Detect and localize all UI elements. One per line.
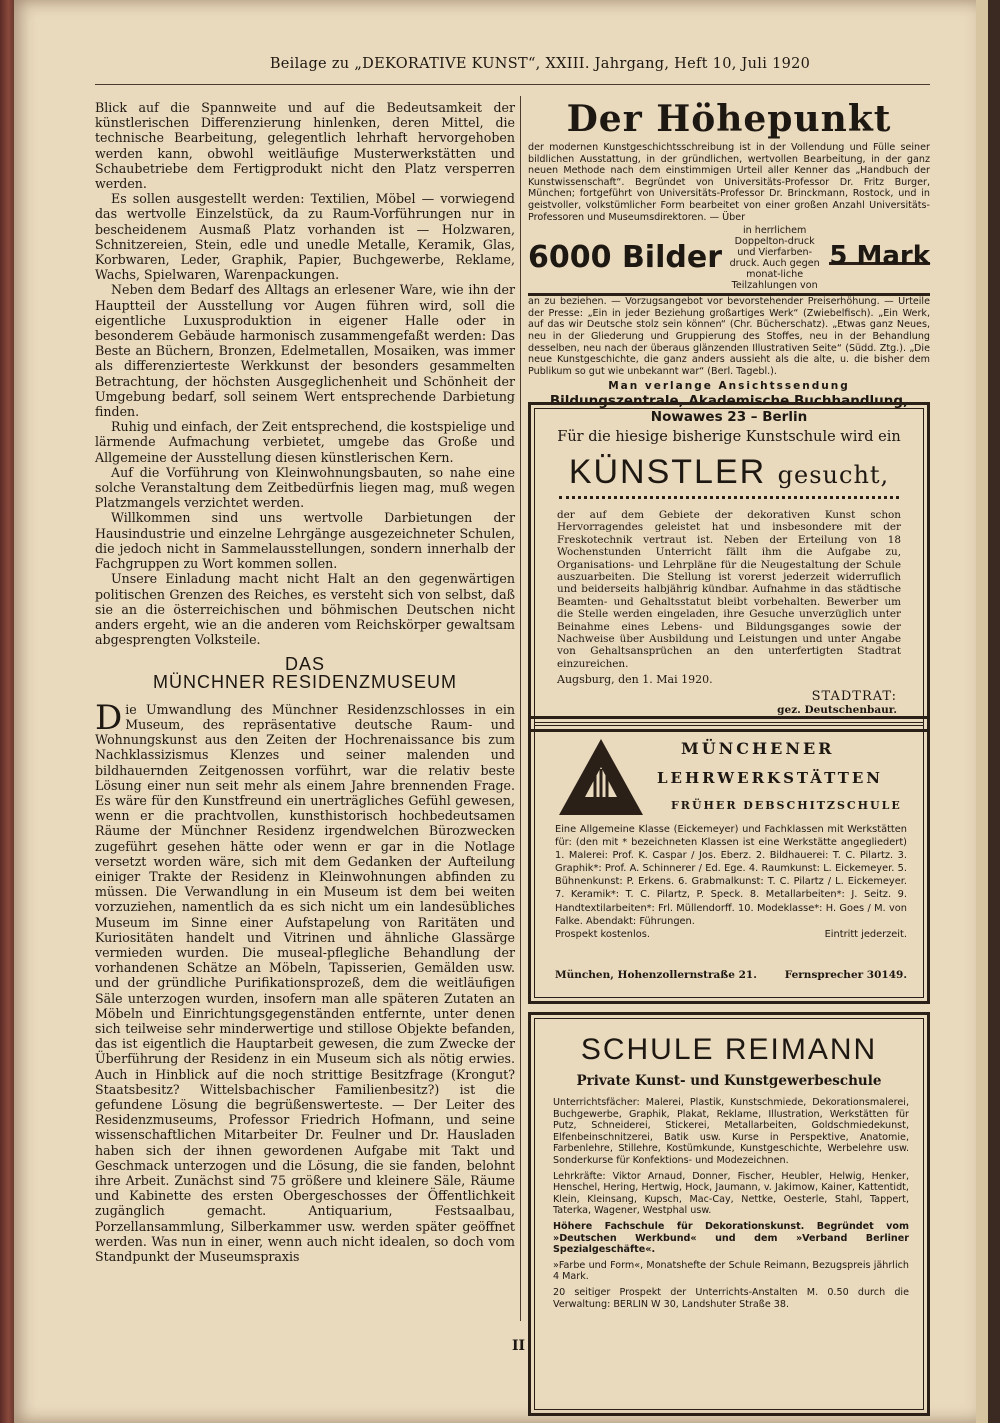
ad-body: der auf dem Gebiete der dekorativen Kunst schon Hervorragendes geleistet hat und insbesondere mit der Freskotechnik vertraut ist. Neben der Erteilung von 18 Wochenstunden Unterricht fällt ihm die Aufgabe zu, Organisations- und Lehrpläne für die Neugestaltung der Schule auszuarbeiten. Die Stellung ist vorerst jederzeit widerruflich und beiderseits halbjährig kündbar. Aufnahme in das städtische Beamten- und Gehaltsstatut bleibt vorbehalten. Bewerber um die Stelle werden eingeladen, ihre Gesuche unverzüglich unter Beinahme eines Lebens- und Bildungsganges sowie der Nachweise über Ausbildung und Leistungen und unter Angabe von Gehaltsansprüchen an den unterfertigten Stadtrat einzureichen.	[557, 509, 901, 670]
dotted-rule	[559, 496, 899, 499]
section-title: DAS	[284, 654, 325, 675]
ad-subtitle: Private Kunst- und Kunstgewerbeschule	[576, 1073, 882, 1089]
paragraph: Willkommen sind uns wertvolle Darbietungen der Hausindustrie und einzelne Lehrgänge ausgezeichneter Schulen, die jedoch nicht in Sammelausstellungen, sondern innerhalb der Fachgruppen zu Wort kommen sollen.	[95, 510, 515, 572]
drop-cap: D	[95, 697, 123, 738]
ad-signature-name: gez. Deutschenbaur.	[777, 704, 897, 717]
paragraph: Es sollen ausgestellt werden: Textilien, Möbel — vorwiegend das wertvolle Einzelstück, da zu Raum-Vorführungen nur in bescheidenem Ausmaß Platz vorhanden ist — Holzwaren, Schnitzereien, Stein, edle und unedle Metalle, Keramik, Glas, Korbwaren, Leder, Graphik, Papier, Buchgewerbe, Reklame, Wachs, Spielwaren, Warenpackungen.	[95, 191, 515, 283]
ad-body	[555, 823, 907, 941]
page-edge	[976, 0, 988, 1423]
book-binding	[0, 0, 14, 1423]
ad-title: Der Höhepunkt	[566, 98, 892, 140]
ad-paragraph: Unterrichtsfächer: Malerei, Plastik, Kunstschmiede, Dekorationsmalerei, Buchgewerbe, Graphik, Plakat, Reklame, Illustration, Werkstätten für Putz, Schneiderei, Stickerei, Metallarbeiten, Goldschmiedekunst, Elfenbeinschnitzerei, Batik usw. Kurse in Perspektive, Anatomie, Farbenlehre, Stillehre, Kostümkunde, Kunstgeschichte, Werbelehre usw. Sonderkurse für Konfektions- und Modezeichnen.	[553, 1097, 909, 1166]
ad-heading	[531, 453, 927, 492]
ad-paragraph: Höhere Fachschule für Dekorationskunst. Begründet vom »Deutschen Werkbund« und dem »Verband Berliner Spezialgeschäfte«.	[553, 1220, 909, 1256]
ad-title: MÜNCHENER	[681, 739, 835, 758]
ad-title-2: LEHRWERKSTÄTTEN	[657, 769, 883, 787]
triangle-logo-icon	[557, 737, 645, 817]
ad-heading-sub: gesucht,	[777, 461, 890, 489]
ad-paragraph: Lehrkräfte: Viktor Arnaud, Donner, Fischer, Heubler, Helwig, Henker, Henschel, Hering, Hertwig, Hock, Jaumann, v. Jakimow, Kainer, Kattentidt, Klein, Kleinsang, Kupsch, Mac-Cay, Nettke, Oesterle, Stahl, Tappert, Taterka, Wagener, Westphal usw.	[553, 1170, 909, 1217]
ad-eintritt: Eintritt jederzeit.	[824, 928, 907, 940]
ad-heading-main: KÜNSTLER	[568, 453, 767, 491]
ad-address: München, Hohenzollernstraße 21.	[555, 969, 757, 981]
ad-date: Augsburg, den 1. Mai 1920.	[557, 673, 713, 687]
ad-prospekt: Prospekt kostenlos.	[555, 928, 650, 940]
paragraph: Neben dem Bedarf des Alltags an erlesener Ware, wie ihn der Hauptteil der Ausstellung vor Augen führen wird, soll die eigentliche Luxusproduktion in eigener Halle oder in besonderem Gebäude harmonisch zusammengefaßt werden: Das Beste an Büchern, Bronzen, Edelmetallen, Mosaiken, was immer als differenzierteste Werkkunst der besonders gesammelten Betrachtung, der höchsten Ausgeglichenheit und Schönheit der Umgebung bedarf, soll seinem Wert entsprechende Darbietung finden.	[95, 282, 515, 420]
ad-footer: Man verlange Ansichtssendung	[608, 380, 850, 393]
ad-text: Eine Allgemeine Klasse (Eickemeyer) und Fachklassen mit Werkstätten für: (den mit * bezeichneten Klassen ist eine Werkstätte angegliedert) 1. Malerei: Prof. K. Caspar / Jos. Eberz. 2. Bildhauerei: T. C. Pilartz. 3. Graphik*: Prof. A. Schinnerer / Ed. Ege. 4. Raumkunst: L. Eickemeyer. 5. Bühnenkunst: P. Erkens. 6. Grabmalkunst: T. C. Pilartz / L. Eickemeyer. 7. Keramik*: T. C. Pilartz, P. Speck. 8. Metallarbeiten*: J. Seitz. 9. Handtextilarbeiten*: Frl. Müllendorff. 10. Modeklasse*: H. Goes / M. von Falke. Abendakt: Führungen.	[555, 824, 907, 927]
ad-subtitle: FRÜHER DEBSCHITZSCHULE	[671, 799, 902, 812]
ad-intro: Für die hiesige bisherige Kunstschule wird ein	[557, 429, 901, 445]
ad-text: der modernen Kunstgeschichtsschreibung ist in der Vollendung und Fülle seiner bildlichen Ausstattung, in der gründlichen, wertvollen Bearbeitung, in der ganz neuen Methode nach dem einstimmigen Urteil aller Kenner das „Handbuch der Kunstwissenschaft“. Begründet von Universitäts-Professor Dr. Fritz Burger, München; fortgeführt von Universitäts-Professor Dr. Brinckmann, Rostock, und in geistvoller, volkstümlicher Form bearbeitet von einer großen Anzahl Universitäts-Professoren und Museumsdirektoren. — Über	[528, 142, 930, 223]
ad-signature-title: STADTRAT:	[811, 689, 897, 705]
paragraph: Blick auf die Spannweite und auf die Bedeutsamkeit der künstlerischen Differenzierung hinlenken, deren Mittel, die technische Bearbeitung, gelegentlich lehrhaft hervorgehoben werden kann, obwohl weitläufige Musterwerkstätten und Schaubetriebe dem Fertigprodukt nicht den Platz versperren werden.	[95, 100, 515, 192]
ad-big-number: 6000 Bilder	[528, 240, 722, 276]
paragraph: Ruhig und einfach, der Zeit entsprechend, die kostspielige und lärmende Aufmachung verbietet, umgebe das Große und Allgemeine der Ausstellung diesen künstlerischen Kern.	[95, 419, 515, 465]
ad-small-text: in herrlichem Doppelton-druck und Vierfarben-druck. Auch gegen monat-liche Teilzahlungen von	[729, 225, 820, 292]
ad-title: SCHULE REIMANN	[580, 1033, 878, 1066]
ad-phone: Fernsprecher 30149.	[784, 969, 907, 981]
ad-address: Nowawes 23 – Berlin	[650, 408, 808, 425]
ad-info-row	[555, 928, 907, 941]
article-text: ie Umwandlung des Münchner Residenzschlosses in ein Museum, des repräsentative deutsche Raum- und Wohnungskunst aus den Zeiten der Hochrenaissance bis zum Nachklassizismus Klenzes und seiner malenden und bildhauernden Zeitgenossen vorführt, war die relativ beste Lösung einer nun seit mehr als einem Jahre brennenden Frage. Es wäre für den Kunstfreund ein unerträgliches Gefühl gewesen, wenn er die prachtvollen, kunsthistorisch hochbedeutsamen Räume der Münchner Residenz irgendwelchen Bürozwecken zugeführt gesehen hätte oder wenn er gar in die Notlage versetzt worden wäre, sich mit dem Gedanken der Aufteilung einiger Trakte der Residenz in Kleinwohnungen abfinden zu müssen. Die Verwandlung in ein Museum ist dem bei weiten vorzuziehen, namentlich da es sich nicht um ein landesübliches Museum im Sinne einer Aufstapelung von Raritäten und Kuriositäten handelt und Vitrinen und ähnliche Glassärge vermieden wurden. Die museal-pflegliche Behandlung der vorhandenen Schätze an Möbeln, Tapisserien, Gemälden usw. und der gründliche Purifikationsprozeß, dem die weitläufigen Säle unterzogen wurden, insofern man alle späteren Zutaten an Möbeln und Einrichtungsgegenständen entfernte, unter denen sich teilweise sehr minderwertige und stillose Objekte befanden, das ist eigentlich die Hauptarbeit gewesen, die zum Zwecke der Überführung der Residenz in ein Museum sich als nötig erwies. Auch in Hinblick auf die noch strittige Besitzfrage (Krongut? Staatsbesitz? Wittelsbachischer Familienbesitz?) ist die gefundene Lösung die begrüßenswerteste. — Der Leiter des Residenzmuseums, Professor Friedrich Hofmann, und seine wissenschaftlichen Mitarbeiter Dr. Feulner und Dr. Hausladen haben sich der ihnen gewordenen Aufgabe mit Takt und Geschmack unterzogen und die Lösung, die sie fanden, belohnt ihre Arbeit. Zunächst sind 75 größere und kleinere Säle, Räume und Kabinette des ersten Obergeschosses der Öffentlichkeit zugänglich gemacht. Antiquarium, Festsaalbau, Porzellansammlung, Silberkammer usw. werden später geöffnet werden. Was nun in einer, wenn auch nicht idealen, so doch vom Standpunkt der Museumspraxis	[95, 701, 515, 1265]
section-subtitle: MÜNCHNER RESIDENZMUSEUM	[152, 671, 457, 692]
paragraph: Auf die Vorführung von Kleinwohnungsbauten, so nahe eine solche Veranstaltung dem Zeitbedürfnis liegen mag, muß wegen Platzmangels verzichtet werden.	[95, 464, 515, 511]
ad-paragraph: 20 seitiger Prospekt der Unterrichts-Anstalten M. 0.50 durch die Verwaltung: BERLIN W 30, Landshuter Straße 38.	[553, 1286, 909, 1310]
header-rule	[95, 84, 930, 85]
ad-kuenstler	[528, 402, 930, 732]
ad-price: 5 Mark	[829, 240, 930, 271]
ad-text: an zu beziehen. — Vorzugsangebot vor bevorstehender Preiserhöhung. — Urteile der Presse: „Ein in jeder Beziehung großartiges Werk“ (Zwiebelfisch). „Ein Werk, auf das wir Deutsche stolz sein können“ (Chr. Bücherschatz). „Etwas ganz Neues, neu in der Gliederung und Gruppierung des Stoffes, neu in der Behandlung desselben, neu nach der überaus glänzenden Illustrativen Seite“ (Südd. Ztg.). „Die neue Kunstgeschichte, die ganz anders aussieht als die alte, u. die bisher dem Publikum so gut wie unbekannt war“ (Berl. Tagebl.).	[528, 296, 930, 377]
ad-contact	[555, 969, 907, 981]
ad-reimann	[528, 1012, 930, 1416]
running-header: Beilage zu „DEKORATIVE KUNST“, XXIII. Jahrgang, Heft 10, Juli 1920	[269, 56, 811, 72]
ad-offer	[528, 225, 930, 291]
paragraph: Unsere Einladung macht nicht Halt an den gegenwärtigen politischen Grenzen des Reiches, es versteht sich von selbst, daß sie an die österreichischen und böhmischen Deutschen nicht anders ergeht, wie an die anderen vom Reichskörper gewaltsam abgesprengten Volksteile.	[95, 571, 515, 648]
column-rule	[520, 96, 521, 1321]
ad-hoehepunkt	[528, 96, 930, 425]
article-paragraph	[95, 697, 515, 1265]
page-number: II	[512, 1338, 526, 1354]
ad-lehrwerkstaetten	[528, 716, 930, 1004]
ad-publisher: Bildungszentrale, Akademische Buchhandlung,	[549, 392, 909, 409]
ad-paragraph: »Farbe und Form«, Monatshefte der Schule Reimann, Bezugspreis jährlich 4 Mark.	[553, 1259, 909, 1283]
ad-body	[553, 1097, 909, 1314]
left-column	[95, 100, 515, 1264]
